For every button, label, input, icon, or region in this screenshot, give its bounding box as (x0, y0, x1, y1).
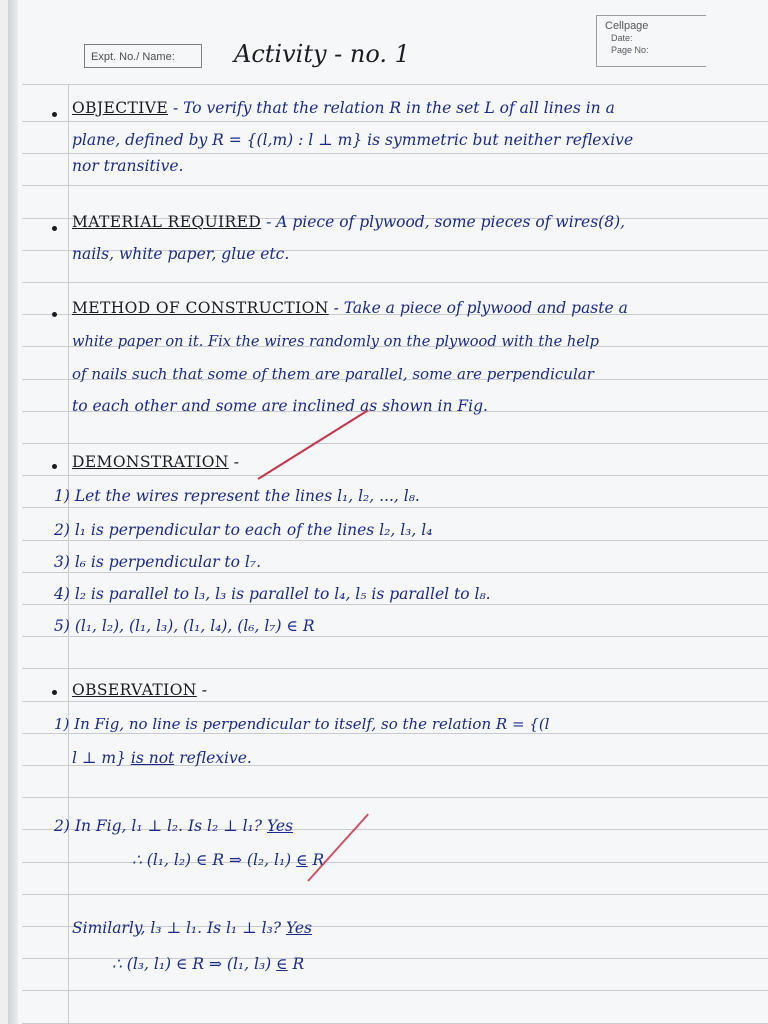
observation-heading: OBSERVATION (72, 681, 197, 699)
demonstration-item-3: 3) l₆ is perpendicular to l₇. (54, 553, 262, 571)
bullet-objective (52, 112, 57, 117)
notebook-page (8, 0, 768, 1024)
method-line-2: white paper on it. Fix the wires randomly on the plywood with the help (72, 333, 599, 350)
objective-heading: OBJECTIVE (72, 99, 169, 117)
objective-line-2: plane, defined by R = {(l,m) : l ⊥ m} is symmetric but neither reflexive (72, 131, 634, 149)
demonstration-item-4: 4) l₂ is parallel to l₃, l₃ is parallel to l₄, l₅ is parallel to l₈. (54, 585, 491, 603)
demonstration-item-2: 2) l₁ is perpendicular to each of the lines l₂, l₃, l₄ (54, 521, 433, 539)
material-line-1 (72, 212, 625, 232)
ruled-line (22, 153, 768, 154)
similarly-text-b: ∴ (l₃, l₁) ∈ R ⇒ (l₁, l₃) (112, 955, 277, 973)
method-line-3: of nails such that some of them are parallel, some are perpendicular (72, 365, 594, 383)
ruled-line (22, 572, 768, 573)
material-line-2: nails, white paper, glue etc. (72, 245, 290, 263)
ruled-line (22, 701, 768, 702)
similarly-text-c: R (287, 955, 305, 973)
ruled-line (22, 443, 768, 444)
ruled-line (22, 604, 768, 605)
ruled-line (22, 990, 768, 991)
expt-label: Expt. No./ Name: (91, 51, 175, 63)
similarly-line-2 (112, 954, 304, 974)
objective-line-1 (72, 98, 615, 118)
method-line-4: to each other and some are inclined as shown in Fig. (72, 397, 488, 415)
bullet-observation (52, 690, 57, 695)
expt-name-box (84, 44, 202, 68)
ruled-line (22, 636, 768, 637)
observation-item-2-text-a: 2) In Fig, l₁ ⊥ l₂. Is l₂ ⊥ l₁? (54, 817, 267, 835)
observation-item-2-yes: Yes (267, 817, 294, 835)
similarly-in: ∈ (276, 955, 288, 973)
observation-item-2-line-2 (132, 850, 324, 870)
page-no-label: Page No: (611, 45, 649, 55)
ruled-line (22, 797, 768, 798)
material-text-1: - A piece of plywood, some pieces of wires(8), (261, 213, 626, 231)
observation-item-2-text-b: ∴ (l₁, l₂) ∈ R ⇒ (l₂, l₁) (132, 851, 297, 869)
observation-item-2-text-c: R (307, 851, 325, 869)
objective-line-3: nor transitive. (72, 157, 184, 175)
demonstration-dash: - (228, 453, 239, 471)
method-line-1 (72, 298, 628, 318)
red-check-mark-2 (307, 813, 369, 881)
ruled-line (22, 894, 768, 895)
demonstration-heading-line (72, 452, 239, 472)
observation-item-1-line-1: 1) In Fig, no line is perpendicular to itself, so the relation R = {(l (54, 715, 550, 733)
demonstration-item-1: 1) Let the wires represent the lines l₁, l₂, ..., l₈. (54, 487, 420, 505)
ruled-line (22, 507, 768, 508)
red-check-mark (257, 409, 368, 480)
observation-item-1-line-2 (72, 748, 252, 768)
bullet-method (52, 312, 57, 317)
ruled-line (22, 540, 768, 541)
bullet-material (52, 226, 57, 231)
method-heading: METHOD OF CONSTRUCTION (72, 299, 329, 317)
similarly-yes: Yes (286, 919, 313, 937)
observation-item-2-line-1 (54, 816, 293, 836)
ruled-line (22, 185, 768, 186)
objective-text-1: - To verify that the relation R in the set L of all lines in a (168, 99, 615, 117)
date-label: Date: (611, 33, 633, 43)
observation-dash: - (196, 681, 207, 699)
cellpage-brand: Cellpage (605, 20, 649, 32)
similarly-text-a: Similarly, l₃ ⊥ l₁. Is l₁ ⊥ l₃? (72, 919, 286, 937)
ruled-line (22, 475, 768, 476)
observation-heading-line (72, 680, 207, 700)
cellpage-box (596, 15, 706, 67)
bullet-demonstration (52, 464, 57, 469)
material-heading: MATERIAL REQUIRED (72, 213, 262, 231)
ruled-line (22, 84, 768, 85)
similarly-line-1 (72, 918, 312, 938)
ruled-line (22, 668, 768, 669)
observation-item-1-text-c: reflexive. (174, 749, 252, 767)
method-text-1: - Take a piece of plywood and paste a (328, 299, 628, 317)
observation-item-1-is-not: is not (130, 749, 175, 767)
observation-item-2-in: ∈ (296, 851, 308, 869)
ruled-line (22, 121, 768, 122)
page-binding (8, 0, 18, 1024)
page-title: Activity - no. 1 (234, 40, 410, 68)
observation-item-1-text-a: l ⊥ m} (72, 749, 131, 767)
ruled-line (22, 282, 768, 283)
demonstration-item-5: 5) (l₁, l₂), (l₁, l₃), (l₁, l₄), (l₆, l₇) ∈ R (54, 617, 315, 635)
demonstration-heading: DEMONSTRATION (72, 453, 229, 471)
